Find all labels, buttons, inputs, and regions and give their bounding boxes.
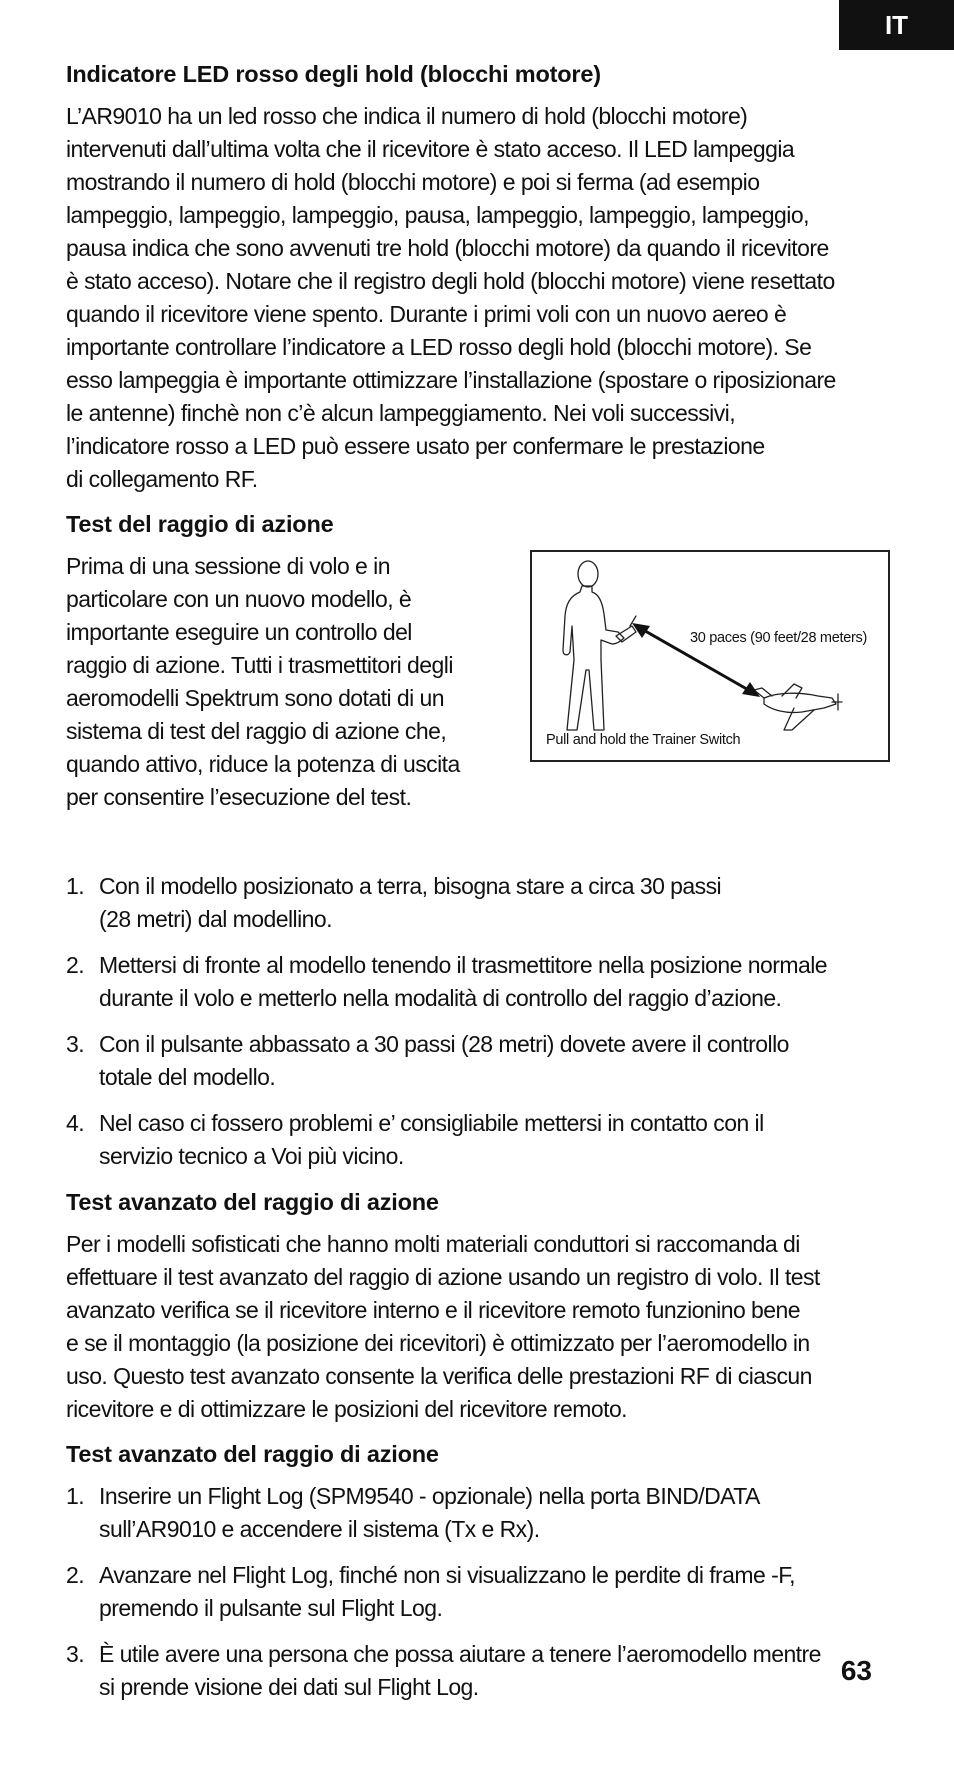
paragraph-advanced-range-test	[66, 1228, 898, 1426]
text-line: servizio tecnico a Voi più vicino.	[99, 1143, 404, 1169]
text-line: È utile avere una persona che possa aiutare a tenere l’aeromodello mentre	[99, 1641, 821, 1667]
step-number: 2.	[66, 952, 85, 978]
transmitter-icon	[616, 626, 636, 642]
text-line: Avanzare nel Flight Log, finché non si visualizzano le perdite di frame -F,	[99, 1562, 795, 1588]
text-line: particolare con un nuovo modello, è	[66, 586, 412, 612]
step-number: 4.	[66, 1110, 85, 1136]
step-number: 3.	[66, 1641, 85, 1667]
text-line: importante eseguire un controllo del	[66, 619, 412, 645]
text-line: ricevitore e di ottimizzare le posizioni del ricevitore remoto.	[66, 1396, 628, 1422]
distance-label: 30 paces (90 feet/28 meters)	[690, 630, 867, 646]
text-line: durante il volo e metterlo nella modalità di controllo del raggio d’azione.	[99, 985, 782, 1011]
step-number: 1.	[66, 1483, 85, 1509]
section-heading-led-hold: Indicatore LED rosso degli hold (blocchi motore)	[66, 61, 601, 87]
step-number: 3.	[66, 1031, 85, 1057]
text-line: premendo il pulsante sul Flight Log.	[99, 1595, 443, 1621]
section-heading-advanced-range-test: Test avanzato del raggio di azione	[66, 1189, 439, 1215]
text-line: di collegamento RF.	[66, 466, 258, 492]
text-line: per consentire l’esecuzione del test.	[66, 784, 412, 810]
text-line: le antenne) finchè non c’è alcun lampeggiamento. Nei voli successivi,	[66, 400, 736, 426]
step-number: 1.	[66, 873, 85, 899]
range-test-steps	[66, 870, 898, 1173]
text-line: è stato acceso). Notare che il registro degli hold (blocchi motore) viene resettato	[66, 268, 835, 294]
text-line: Con il modello posizionato a terra, bisogna stare a circa 30 passi	[99, 873, 722, 899]
text-line: totale del modello.	[99, 1064, 276, 1090]
text-line: si prende visione dei dati sul Flight Log.	[99, 1674, 479, 1700]
text-line: Prima di una sessione di volo e in	[66, 553, 390, 579]
text-line: uso. Questo test avanzato consente la verifica delle prestazioni RF di ciascun	[66, 1363, 812, 1389]
advanced-range-test-steps	[66, 1480, 898, 1704]
text-line: Mettersi di fronte al modello tenendo il trasmettitore nella posizione normale	[99, 952, 827, 978]
text-line: mostrando il numero di hold (blocchi motore) e poi si ferma (ad esempio	[66, 169, 760, 195]
range-test-illustration	[530, 550, 890, 762]
text-line: lampeggio, lampeggio, lampeggio, pausa, lampeggio, lampeggio, lampeggio,	[66, 202, 809, 228]
text-line: intervenuti dall’ultima volta che il ricevitore è stato acceso. Il LED lampeggia	[66, 136, 795, 162]
text-line: esso lampeggia è importante ottimizzare l’installazione (spostare o riposizionare	[66, 367, 836, 393]
text-line: sull’AR9010 e accendere il sistema (Tx e Rx).	[99, 1516, 540, 1542]
paragraph-led-hold	[66, 100, 898, 496]
text-line: raggio di azione. Tutti i trasmettitori degli	[66, 652, 453, 678]
person-head-icon	[578, 561, 598, 587]
person-airplane-drawing	[532, 552, 888, 760]
range-test-block	[66, 550, 898, 860]
list-item	[66, 949, 898, 1015]
list-item	[66, 1559, 898, 1625]
trainer-switch-label: Pull and hold the Trainer Switch	[546, 732, 741, 748]
list-item	[66, 1107, 898, 1173]
paragraph-range-test	[66, 550, 486, 814]
text-line: effettuare il test avanzato del raggio di azione usando un registro di volo. Il test	[66, 1264, 820, 1290]
airplane-wing-icon	[782, 684, 802, 698]
list-item	[66, 1480, 898, 1546]
airplane-wing-icon	[784, 708, 814, 730]
text-line: L’AR9010 ha un led rosso che indica il numero di hold (blocchi motore)	[66, 103, 748, 129]
text-line: pausa indica che sono avvenuti tre hold (blocchi motore) da quando il ricevitore	[66, 235, 829, 261]
list-item	[66, 1638, 898, 1704]
text-line: Con il pulsante abbassato a 30 passi (28 metri) dovete avere il controllo	[99, 1031, 789, 1057]
step-number: 2.	[66, 1562, 85, 1588]
text-line: e se il montaggio (la posizione dei ricevitori) è ottimizzato per l’aeromodello in	[66, 1330, 810, 1356]
airplane-fuselage-icon	[764, 693, 836, 712]
text-line: (28 metri) dal modellino.	[99, 906, 332, 932]
text-line: l’indicatore rosso a LED può essere usato per confermare le prestazione	[66, 433, 765, 459]
section-heading-advanced-range-steps: Test avanzato del raggio di azione	[66, 1441, 439, 1467]
page-content	[66, 58, 898, 1717]
text-line: Per i modelli sofisticati che hanno molti materiali conduttori si raccomanda di	[66, 1231, 800, 1257]
list-item	[66, 1028, 898, 1094]
text-line: Nel caso ci fossero problemi e’ consigliabile mettersi in contatto con il	[99, 1110, 764, 1136]
text-line: quando il ricevitore viene spento. Durante i primi voli con un nuovo aereo è	[66, 301, 787, 327]
page-number: 63	[840, 1655, 872, 1686]
text-line: avanzato verifica se il ricevitore interno e il ricevitore remoto funzionino bene	[66, 1297, 801, 1323]
text-line: Inserire un Flight Log (SPM9540 - opzionale) nella porta BIND/DATA	[99, 1483, 760, 1509]
text-line: quando attivo, riduce la potenza di uscita	[66, 751, 460, 777]
text-line: sistema di test del raggio di azione che,	[66, 718, 447, 744]
person-body-icon	[563, 586, 624, 730]
section-heading-range-test: Test del raggio di azione	[66, 511, 334, 537]
text-line: importante controllare l’indicatore a LED rosso degli hold (blocchi motore). Se	[66, 334, 812, 360]
language-tab: IT	[839, 0, 954, 50]
text-line: aeromodelli Spektrum sono dotati di un	[66, 685, 444, 711]
list-item	[66, 870, 898, 936]
